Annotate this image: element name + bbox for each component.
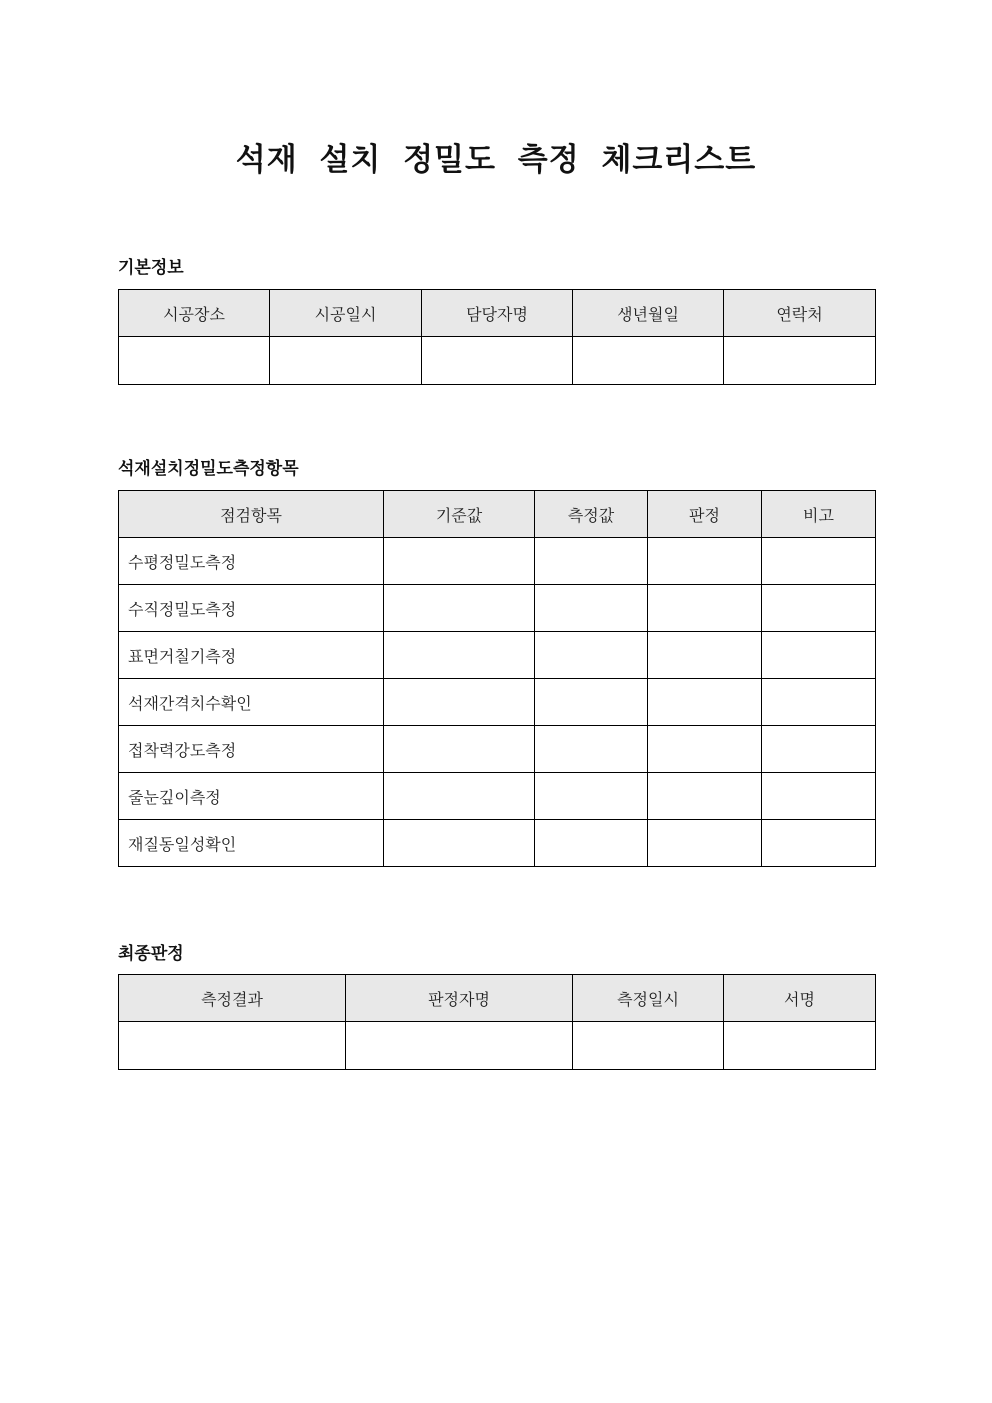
judgement-field[interactable] (648, 585, 762, 632)
table-row (119, 773, 876, 820)
remark-field[interactable] (762, 726, 876, 773)
basic-info-header-row (119, 290, 876, 337)
basic-info-table (118, 289, 876, 385)
header-judgement: 판정 (648, 491, 762, 538)
measured-field[interactable] (535, 726, 648, 773)
judgement-field[interactable] (648, 679, 762, 726)
measurement-table (118, 490, 876, 867)
check-item-label: 접착력강도측정 (119, 726, 384, 773)
site-field[interactable] (119, 337, 270, 385)
check-item-label: 줄눈깊이측정 (119, 773, 384, 820)
measured-field[interactable] (535, 585, 648, 632)
measured-field[interactable] (535, 820, 648, 867)
table-row (119, 679, 876, 726)
birthdate-field[interactable] (573, 337, 724, 385)
header-measured: 측정값 (535, 491, 648, 538)
remark-field[interactable] (762, 632, 876, 679)
section-title-basic-info: 기본정보 (118, 258, 184, 278)
standard-field[interactable] (384, 773, 535, 820)
header-date: 시공일시 (270, 290, 422, 337)
judgement-field[interactable] (648, 820, 762, 867)
standard-field[interactable] (384, 585, 535, 632)
final-header-row (119, 975, 876, 1022)
judge-name-field[interactable] (346, 1022, 573, 1070)
header-check-item: 점검항목 (119, 491, 384, 538)
basic-info-value-row (119, 337, 876, 385)
section-title-measurement: 석재설치정밀도측정항목 (118, 459, 299, 479)
remark-field[interactable] (762, 585, 876, 632)
remark-field[interactable] (762, 773, 876, 820)
result-field[interactable] (119, 1022, 346, 1070)
table-row (119, 585, 876, 632)
manager-field[interactable] (422, 337, 573, 385)
header-measure-date: 측정일시 (573, 975, 724, 1022)
date-field[interactable] (270, 337, 422, 385)
header-signature: 서명 (724, 975, 876, 1022)
final-value-row (119, 1022, 876, 1070)
standard-field[interactable] (384, 632, 535, 679)
remark-field[interactable] (762, 820, 876, 867)
measurement-header-row (119, 491, 876, 538)
table-row (119, 538, 876, 585)
standard-field[interactable] (384, 538, 535, 585)
header-site: 시공장소 (119, 290, 270, 337)
measured-field[interactable] (535, 679, 648, 726)
judgement-field[interactable] (648, 773, 762, 820)
table-row (119, 726, 876, 773)
check-item-label: 수직정밀도측정 (119, 585, 384, 632)
header-judge-name: 판정자명 (346, 975, 573, 1022)
check-item-label: 석재간격치수확인 (119, 679, 384, 726)
remark-field[interactable] (762, 538, 876, 585)
check-item-label: 재질동일성확인 (119, 820, 384, 867)
measure-date-field[interactable] (573, 1022, 724, 1070)
section-title-final: 최종판정 (118, 944, 184, 964)
measured-field[interactable] (535, 538, 648, 585)
table-row (119, 632, 876, 679)
judgement-field[interactable] (648, 726, 762, 773)
measured-field[interactable] (535, 632, 648, 679)
standard-field[interactable] (384, 679, 535, 726)
document-title: 석재 설치 정밀도 측정 체크리스트 (235, 142, 757, 178)
remark-field[interactable] (762, 679, 876, 726)
header-birthdate: 생년월일 (573, 290, 724, 337)
standard-field[interactable] (384, 820, 535, 867)
header-result: 측정결과 (119, 975, 346, 1022)
contact-field[interactable] (724, 337, 876, 385)
header-contact: 연락처 (724, 290, 876, 337)
check-item-label: 수평정밀도측정 (119, 538, 384, 585)
header-manager: 담당자명 (422, 290, 573, 337)
judgement-field[interactable] (648, 632, 762, 679)
signature-field[interactable] (724, 1022, 876, 1070)
table-row (119, 820, 876, 867)
header-remark: 비고 (762, 491, 876, 538)
check-item-label: 표면거칠기측정 (119, 632, 384, 679)
judgement-field[interactable] (648, 538, 762, 585)
measured-field[interactable] (535, 773, 648, 820)
standard-field[interactable] (384, 726, 535, 773)
final-judgement-table (118, 974, 876, 1070)
header-standard: 기준값 (384, 491, 535, 538)
